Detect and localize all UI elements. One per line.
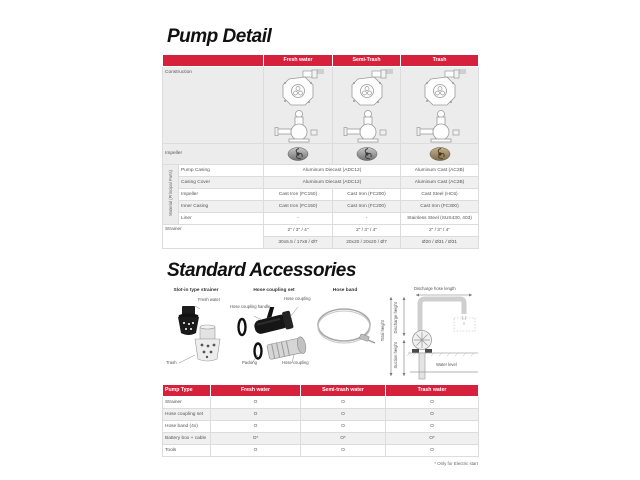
header-fresh-water: Fresh water (264, 55, 333, 67)
cell: O (211, 397, 301, 409)
pump-side-drawing-icon (337, 109, 397, 143)
fresh-water-label: Fresh water (198, 297, 221, 302)
row-label: Pump Casing (179, 165, 264, 177)
accessories-figure-row (162, 288, 478, 380)
cell-trash: Aluminum Cast (AC2B) (401, 177, 479, 189)
section-title-standard-accessories: Standard Accessories (167, 260, 356, 281)
pump-front-drawing-icon (269, 67, 327, 107)
cell: O (301, 445, 386, 457)
accessory-row-battery-box (163, 433, 479, 445)
construction-row (163, 67, 479, 144)
cell-fresh: Cast Iron (FC150) (264, 189, 333, 201)
accessory-row-tools (163, 445, 479, 457)
cell: O (386, 409, 479, 421)
material-row-inner-casing (163, 201, 479, 213)
pump-front-drawing-icon (337, 67, 397, 107)
hose-band-icon (314, 293, 376, 363)
impeller-photo-icon (428, 146, 452, 162)
pump-front-drawing-icon (408, 67, 472, 107)
coupling-accessory-group (228, 288, 320, 375)
cell-trash: Stainless Steel (SUS430, 403) (401, 213, 479, 225)
impeller-photo-icon (286, 146, 310, 162)
header-trash-water: Trash water (386, 385, 479, 397)
material-row-impeller (163, 189, 479, 201)
hose-coupling-handle-label: Hose coupling handle (230, 304, 271, 309)
band-accessory-group (314, 288, 376, 363)
strainer-accessory-group (164, 288, 228, 375)
header-fresh-water: Fresh water (211, 385, 301, 397)
row-label: Hose coupling set (163, 409, 211, 421)
impeller-semi-cell (333, 144, 401, 165)
row-label: Battery box + cable (163, 433, 211, 445)
cell: O* (211, 433, 301, 445)
impeller-trash-cell (401, 144, 479, 165)
discharge-hose-length-label: Discharge hose length (414, 286, 456, 291)
cell: O (211, 409, 301, 421)
discharge-height-label: Discharge height (393, 302, 398, 334)
coupling-group-title: Hose coupling set (253, 288, 295, 293)
strainer-sizes-semi: 2" / 3" / 4" (333, 225, 401, 237)
cell: O (386, 421, 479, 433)
height-diagram (380, 286, 478, 380)
cell-trash: Cast Steel (HC6) (401, 189, 479, 201)
cell-fresh: Cast Iron (FC150) (264, 201, 333, 213)
hose-coupling-top-label: Hose coupling (284, 296, 311, 301)
strainer-holes-fresh: 30x5.5 / 17x8 / Ø7 (264, 237, 333, 249)
cell-trash: Aluminum Cast (AC2B) (401, 165, 479, 177)
row-label: Inner Casing (179, 201, 264, 213)
cell: O (301, 409, 386, 421)
cell-fresh-semi: Aluminum Diecast (ADC12) (264, 165, 401, 177)
strainer-sizes-trash: 2" / 3" / 4" (401, 225, 479, 237)
strainer-holes-semi: 20x20 / 20x20 / Ø7 (333, 237, 401, 249)
cell-semi: - (333, 213, 401, 225)
header-pump-type: Pump Type (163, 385, 211, 397)
cell: O (211, 445, 301, 457)
cell: O* (301, 433, 386, 445)
pump-detail-table (162, 54, 479, 249)
strainer-holes-trash: Ø20 / Ø31 / Ø31 (401, 237, 479, 249)
pump-height-diagram-icon (384, 288, 478, 380)
accessory-row-strainer (163, 397, 479, 409)
cell: O (301, 421, 386, 433)
accessory-row-hose-band (163, 421, 479, 433)
cell: O (386, 397, 479, 409)
construction-fresh-cell (264, 67, 333, 144)
accessory-table (162, 384, 479, 457)
cell-fresh-semi: Aluminum Diecast (ADC12) (264, 177, 401, 189)
material-group-label: Material (Principal Parts) (163, 165, 179, 225)
header-trash: Trash (401, 55, 479, 67)
strainer-row-sizes (163, 225, 479, 237)
total-height-label: Total height (380, 320, 385, 342)
cell-semi: Cast Iron (FC200) (333, 201, 401, 213)
impeller-fresh-cell (264, 144, 333, 165)
header-semi-trash: Semi-Trash (333, 55, 401, 67)
pump-table-header (163, 55, 479, 67)
hose-coupling-bottom-label: Hose coupling (282, 360, 309, 365)
header-semi-trash-water: Semi-trash water (301, 385, 386, 397)
strainer-group-title: Slot-in type strainer (173, 288, 219, 293)
impeller-photo-icon (355, 146, 379, 162)
row-label: Tools (163, 445, 211, 457)
accessory-row-coupling-set (163, 409, 479, 421)
trash-label: Trash (166, 360, 177, 365)
footnote: * Only for Electric start (434, 461, 478, 466)
cell: O (301, 397, 386, 409)
construction-semi-cell (333, 67, 401, 144)
cell: O* (386, 433, 479, 445)
packing-label: Packing (242, 360, 257, 365)
impeller-label: Impeller (163, 144, 264, 165)
section-title-pump-detail: Pump Detail (167, 26, 272, 47)
cell-trash: Cast Iron (FC300) (401, 201, 479, 213)
row-label: Strainer (163, 397, 211, 409)
header-empty-cell (163, 55, 264, 67)
material-row-pump-casing (163, 165, 479, 177)
row-label: Casing Cover (179, 177, 264, 189)
row-label: Hose band (4x) (163, 421, 211, 433)
material-row-liner (163, 213, 479, 225)
cell-fresh: - (264, 213, 333, 225)
row-label: Impeller (179, 189, 264, 201)
material-row-casing-cover (163, 177, 479, 189)
row-label: Liner (179, 213, 264, 225)
construction-label: Construction (163, 67, 264, 144)
accessory-table-header (163, 385, 479, 397)
impeller-row (163, 144, 479, 165)
construction-trash-cell (401, 67, 479, 144)
water-level-label: Water level (436, 362, 457, 367)
suction-height-label: Suction height (393, 342, 398, 369)
cell: O (386, 445, 479, 457)
pump-side-drawing-icon (408, 109, 472, 143)
pump-side-drawing-icon (269, 109, 327, 143)
strainer-sizes-fresh: 2" / 3" / 4" (264, 225, 333, 237)
strainer-label: Strainer (163, 225, 264, 249)
cell: O (211, 421, 301, 433)
cell-semi: Cast Iron (FC200) (333, 189, 401, 201)
band-group-title: Hose band (332, 288, 358, 293)
